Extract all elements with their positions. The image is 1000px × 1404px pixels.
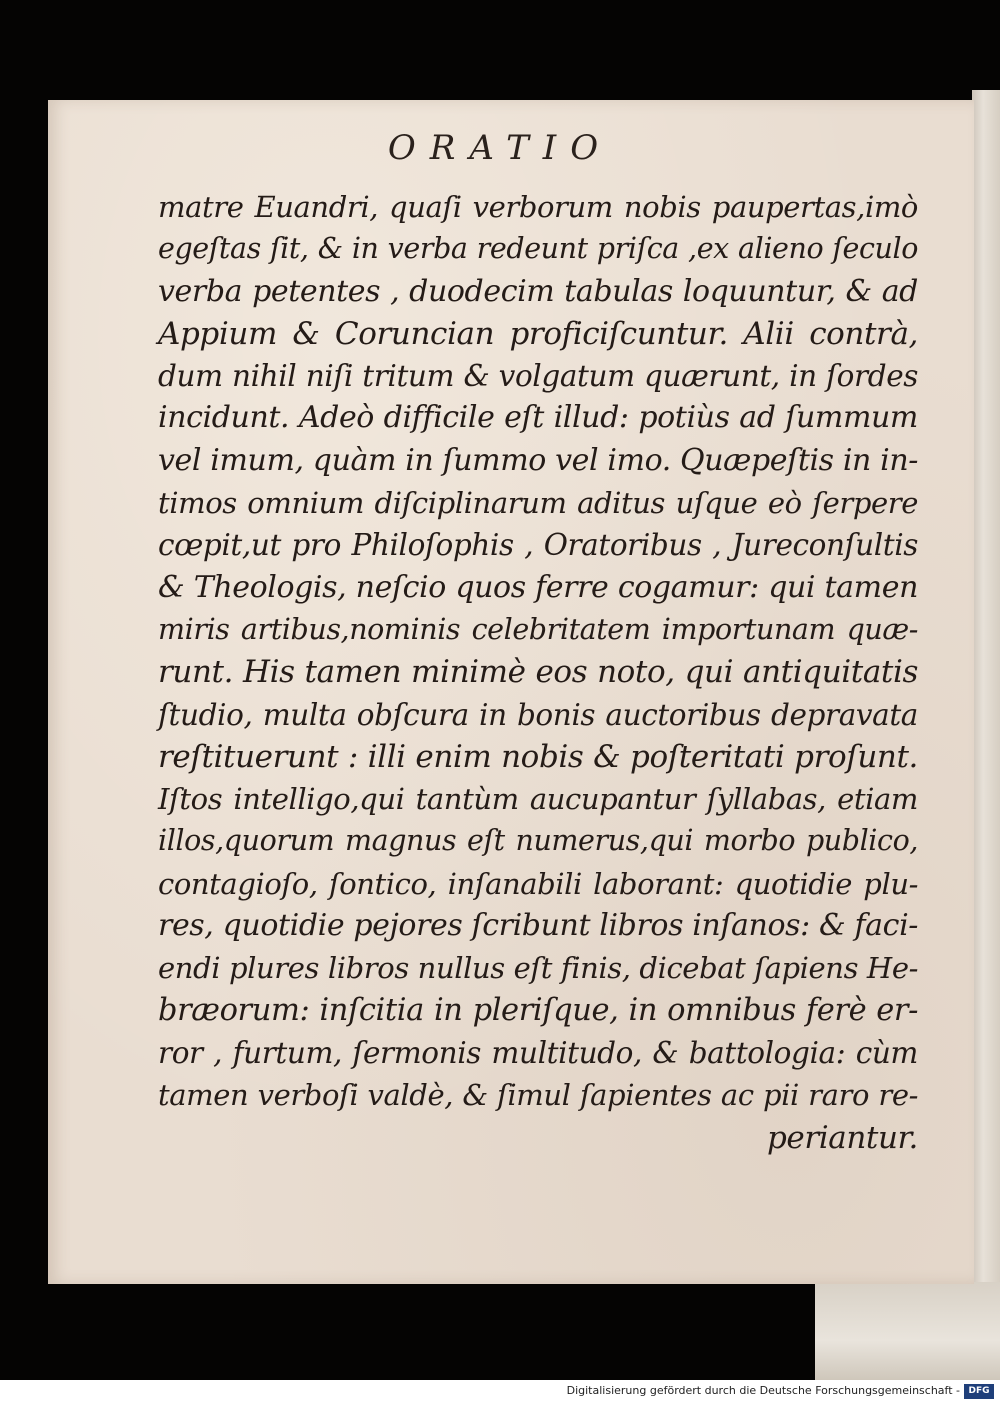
credit-bar <box>0 1380 1000 1404</box>
dfg-logo-icon: DFG <box>964 1384 994 1399</box>
text-line: ſtudio, multa obſcura in bonis auctoribus depravata <box>158 697 918 732</box>
text-line: Appium & Coruncian proficiſcuntur. Alii contrà, <box>158 315 918 352</box>
text-line: dum nihil niſi tritum & volgatum quærunt, in ſordes <box>158 359 918 394</box>
text-line: bræorum: inſcitia in pleriſque, in omnibus ferè er- <box>158 992 918 1028</box>
text-line: endi plures libros nullus eſt finis, dicebat ſapiens He- <box>158 951 918 986</box>
text-line: reſtituerunt : illi enim nobis & poſteritati proſunt. <box>158 738 918 775</box>
text-line: miris artibus,nominis celebritatem importunam quæ- <box>158 612 918 646</box>
text-line: matre Euandri, quaſi verborum nobis paupertas,imò <box>158 190 918 224</box>
text-line: cœpit,ut pro Philoſophis , Oratoribus , Jureconſultis <box>158 528 918 563</box>
catchword-line: periantur. <box>766 1119 918 1156</box>
text-line: egeſtas ſit, & in verba redeunt priſca ,ex alieno ſeculo <box>158 232 918 266</box>
text-line: contagioſo, ſontico, inſanabili laborant: quotidie plu- <box>158 866 918 901</box>
text-line: verba petentes , duodecim tabulas loquuntur, & ad <box>158 273 918 309</box>
text-line: ror , furtum, ſermonis multitudo, & battologia: cùm <box>158 1035 918 1070</box>
book-page-edge-lower <box>815 1282 1000 1380</box>
text-line: illos,quorum magnus eſt numerus,qui morbo publico, <box>158 824 918 858</box>
text-line: timos omnium diſciplinarum aditus uſque eò ſerpere <box>158 486 918 521</box>
text-line: runt. His tamen minimè eos noto, qui antiquitatis <box>158 654 918 691</box>
text-line: res, quotidie pejores ſcribunt libros inſanos: & faci- <box>158 908 918 944</box>
book-page-edge <box>972 90 1000 1380</box>
text-block <box>158 186 918 1159</box>
text-line: tamen verboſi valdè, & ſimul ſapientes ac pii raro re- <box>158 1078 918 1113</box>
text-line: incidunt. Adeò difficile eſt illud: potiùs ad ſummum <box>158 400 918 436</box>
text-line: vel imum, quàm in ſummo vel imo. Quæpeſtis in in- <box>158 442 918 478</box>
text-line: Iſtos intelligo,qui tantùm aucupantur ſyllabas, etiam <box>158 782 918 817</box>
digitization-credit: Digitalisierung gefördert durch die Deutsche Forschungsgemeinschaft - <box>566 1384 960 1397</box>
running-head: ORATIO <box>387 128 613 168</box>
text-line: & Theologis, neſcio quos ferre cogamur: qui tamen <box>158 569 918 605</box>
